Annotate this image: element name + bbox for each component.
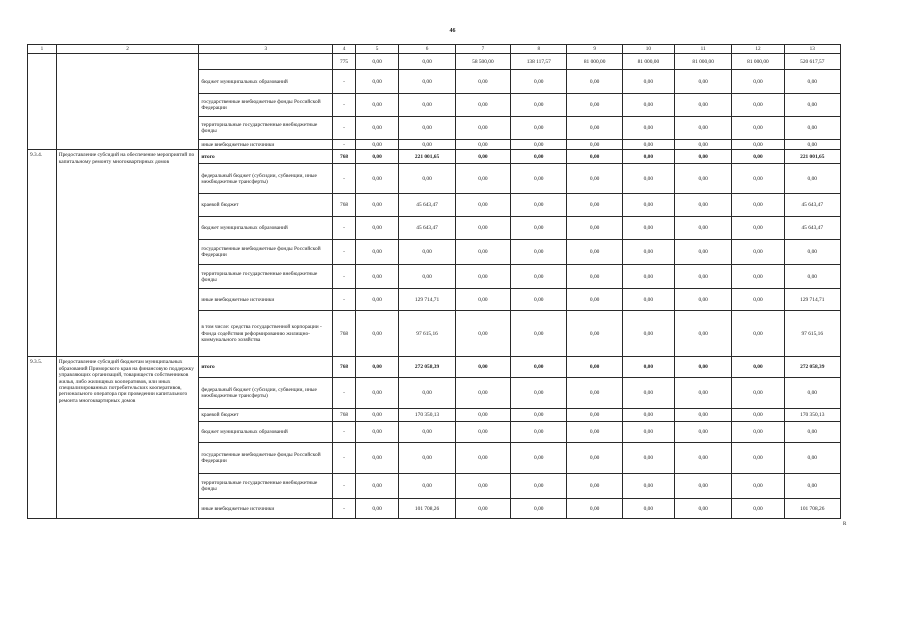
amount-cell: 0,00 [732,150,784,164]
amount-cell: 0,00 [399,443,455,474]
amount-cell: 0,00 [455,409,510,422]
funding-source: в том числе: средства государственной корпорации - Фонда содействия реформированию жилищно-коммунального хозяйства [199,311,333,357]
amount-cell: 0,00 [674,311,731,357]
funding-source: федеральный бюджет (субсидии, субвенции, иные межбюджетные трансферты) [199,164,333,194]
amount-cell: 0,00 [355,474,399,499]
amount-cell: 0,00 [622,499,674,519]
amount-cell: 0,00 [355,150,399,164]
amount-cell: 0,00 [567,409,622,422]
amount-cell: 0,00 [567,240,622,265]
amount-cell: 0,00 [567,70,622,94]
amount-cell: 0,00 [674,422,731,443]
funding-source: государственные внебюджетные фонды Российской Федерации [199,240,333,265]
amount-cell: 272 058,39 [784,357,840,378]
amount-cell: 0,00 [355,140,399,150]
amount-cell: 0,00 [511,240,567,265]
amount-cell: 0,00 [732,499,784,519]
margin-mark: R [843,522,847,527]
amount-cell: 0,00 [732,474,784,499]
amount-cell: 0,00 [355,422,399,443]
amount-cell: 0,00 [784,443,840,474]
amount-cell: 170 350,13 [784,409,840,422]
amount-cell: 0,00 [511,443,567,474]
amount-cell: 0,00 [355,378,399,409]
amount-cell: 0,00 [355,194,399,217]
amount-cell: 0,00 [622,443,674,474]
amount-cell: 0,00 [732,70,784,94]
column-number-header: 6 [399,45,455,54]
amount-cell: 0,00 [674,499,731,519]
amount-cell: 0,00 [622,150,674,164]
amount-cell: 0,00 [399,422,455,443]
budget-table [27,44,841,519]
amount-cell: 0,00 [732,443,784,474]
amount-cell: 0,00 [455,117,510,140]
funding-source: бюджет муниципальных образований [199,70,333,94]
amount-cell: 0,00 [399,265,455,289]
amount-cell: 221 001,65 [399,150,455,164]
amount-cell: 0,00 [784,94,840,117]
amount-cell: 0,00 [622,117,674,140]
amount-cell: 0,00 [455,140,510,150]
amount-cell: 0,00 [511,499,567,519]
item-number: 9.3.5. [28,357,57,519]
amount-cell: 0,00 [622,357,674,378]
amount-cell: 129 714,71 [784,289,840,311]
amount-cell: 0,00 [511,150,567,164]
budget-code: - [333,94,355,117]
amount-cell: 0,00 [455,378,510,409]
amount-cell: 0,00 [399,94,455,117]
amount-cell: 0,00 [567,117,622,140]
amount-cell: 0,00 [622,474,674,499]
column-number-header: 2 [56,45,199,54]
amount-cell: 0,00 [567,499,622,519]
funding-source: итого [199,150,333,164]
amount-cell: 0,00 [732,194,784,217]
amount-cell: 0,00 [355,217,399,240]
amount-cell: 0,00 [399,474,455,499]
amount-cell: 0,00 [455,240,510,265]
column-number-header: 1 [28,45,57,54]
amount-cell: 0,00 [567,94,622,117]
funding-source: иные внебюджетные источники [199,140,333,150]
column-number-header: 12 [732,45,784,54]
amount-cell: 0,00 [455,311,510,357]
item-number: 9.3.4. [28,150,57,357]
amount-cell: 0,00 [784,240,840,265]
amount-cell: 0,00 [622,70,674,94]
amount-cell: 0,00 [674,117,731,140]
amount-cell: 0,00 [567,217,622,240]
amount-cell: 0,00 [511,94,567,117]
funding-source: краевой бюджет [199,194,333,217]
funding-source: иные внебюджетные источники [199,289,333,311]
amount-cell: 0,00 [399,117,455,140]
amount-cell: 0,00 [784,140,840,150]
amount-cell: 520 617,57 [784,54,840,70]
amount-cell: 0,00 [511,164,567,194]
column-number-row [28,45,841,54]
amount-cell: 0,00 [399,240,455,265]
amount-cell: 0,00 [674,378,731,409]
column-number-header: 10 [622,45,674,54]
amount-cell: 129 714,71 [399,289,455,311]
amount-cell: 0,00 [622,311,674,357]
column-number-header: 7 [455,45,510,54]
amount-cell: 0,00 [674,357,731,378]
amount-cell: 0,00 [455,474,510,499]
measure-name: Предоставление субсидий на обеспечение мероприятий по капитальному ремонту многоквартирных домов [56,150,199,357]
amount-cell: 0,00 [567,265,622,289]
amount-cell: 0,00 [674,164,731,194]
amount-cell: 0,00 [455,357,510,378]
amount-cell: 0,00 [399,54,455,70]
amount-cell: 0,00 [511,194,567,217]
amount-cell: 0,00 [732,265,784,289]
amount-cell: 0,00 [732,240,784,265]
amount-cell: 0,00 [622,217,674,240]
amount-cell: 0,00 [511,422,567,443]
budget-code: - [333,443,355,474]
amount-cell: 0,00 [784,164,840,194]
amount-cell: 0,00 [622,164,674,194]
amount-cell: 97 615,16 [784,311,840,357]
budget-code: - [333,217,355,240]
amount-cell: 0,00 [511,357,567,378]
amount-cell: 0,00 [355,289,399,311]
amount-cell: 0,00 [399,140,455,150]
amount-cell: 0,00 [674,194,731,217]
funding-source: территориальные государственные внебюджетные фонды [199,474,333,499]
table-row [28,54,841,70]
amount-cell: 0,00 [511,265,567,289]
amount-cell: 0,00 [784,422,840,443]
amount-cell: 0,00 [622,240,674,265]
funding-source: федеральный бюджет (субсидии, субвенции, иные межбюджетные трансферты) [199,378,333,409]
amount-cell: 221 001,65 [784,150,840,164]
amount-cell: 0,00 [622,409,674,422]
amount-cell: 0,00 [732,117,784,140]
amount-cell: 0,00 [567,289,622,311]
amount-cell: 0,00 [455,94,510,117]
funding-source: территориальные государственные внебюджетные фонды [199,265,333,289]
funding-source [199,54,333,70]
column-number-header: 8 [511,45,567,54]
item-number [28,54,57,150]
amount-cell: 0,00 [674,140,731,150]
amount-cell: 0,00 [732,311,784,357]
budget-code: 768 [333,150,355,164]
amount-cell: 0,00 [399,70,455,94]
amount-cell: 0,00 [674,443,731,474]
amount-cell: 0,00 [355,117,399,140]
amount-cell: 0,00 [622,194,674,217]
amount-cell: 81 000,00 [622,54,674,70]
amount-cell: 0,00 [674,409,731,422]
amount-cell: 0,00 [732,422,784,443]
amount-cell: 0,00 [784,474,840,499]
budget-code: 768 [333,357,355,378]
amount-cell: 0,00 [567,422,622,443]
amount-cell: 0,00 [355,164,399,194]
column-number-header: 4 [333,45,355,54]
amount-cell: 0,00 [567,311,622,357]
funding-source: иные внебюджетные источники [199,499,333,519]
amount-cell: 0,00 [567,357,622,378]
amount-cell: 0,00 [674,94,731,117]
amount-cell: 0,00 [567,378,622,409]
amount-cell: 0,00 [674,240,731,265]
amount-cell: 81 000,00 [567,54,622,70]
page-number: 46 [449,28,456,34]
amount-cell: 0,00 [732,357,784,378]
amount-cell: 0,00 [399,378,455,409]
amount-cell: 0,00 [511,217,567,240]
budget-code: - [333,474,355,499]
budget-code: - [333,499,355,519]
amount-cell: 97 615,16 [399,311,455,357]
budget-code: 768 [333,194,355,217]
funding-source: территориальные государственные внебюджетные фонды [199,117,333,140]
budget-code: - [333,422,355,443]
amount-cell: 0,00 [355,409,399,422]
budget-code: - [333,164,355,194]
amount-cell: 0,00 [784,378,840,409]
funding-source: государственные внебюджетные фонды Российской Федерации [199,443,333,474]
amount-cell: 0,00 [732,289,784,311]
amount-cell: 0,00 [674,474,731,499]
budget-code: - [333,117,355,140]
funding-source: государственные внебюджетные фонды Российской Федерации [199,94,333,117]
amount-cell: 0,00 [355,265,399,289]
budget-code: - [333,378,355,409]
amount-cell: 0,00 [455,289,510,311]
amount-cell: 0,00 [455,499,510,519]
funding-source: краевой бюджет [199,409,333,422]
budget-code: - [333,140,355,150]
amount-cell: 0,00 [511,378,567,409]
amount-cell: 0,00 [732,140,784,150]
budget-code: - [333,240,355,265]
funding-source: бюджет муниципальных образований [199,422,333,443]
amount-cell: 0,00 [455,265,510,289]
funding-source: итого [199,357,333,378]
amount-cell: 0,00 [567,150,622,164]
amount-cell: 0,00 [455,443,510,474]
amount-cell: 0,00 [455,217,510,240]
amount-cell: 0,00 [567,474,622,499]
budget-code: - [333,289,355,311]
amount-cell: 138 117,57 [511,54,567,70]
amount-cell: 0,00 [732,217,784,240]
amount-cell: 0,00 [732,409,784,422]
amount-cell: 0,00 [674,289,731,311]
amount-cell: 0,00 [355,443,399,474]
amount-cell: 0,00 [567,164,622,194]
amount-cell: 0,00 [455,70,510,94]
amount-cell: 101 708,26 [399,499,455,519]
amount-cell: 81 000,00 [732,54,784,70]
amount-cell: 0,00 [674,217,731,240]
amount-cell: 0,00 [567,140,622,150]
amount-cell: 0,00 [455,194,510,217]
amount-cell: 0,00 [784,70,840,94]
amount-cell: 0,00 [511,70,567,94]
amount-cell: 0,00 [622,94,674,117]
amount-cell: 0,00 [674,265,731,289]
amount-cell: 0,00 [455,422,510,443]
amount-cell: 0,00 [355,311,399,357]
amount-cell: 0,00 [355,499,399,519]
amount-cell: 0,00 [455,150,510,164]
amount-cell: 0,00 [622,140,674,150]
amount-cell: 0,00 [674,150,731,164]
amount-cell: 45 643,47 [399,217,455,240]
amount-cell: 0,00 [511,289,567,311]
amount-cell: 0,00 [622,289,674,311]
amount-cell: 0,00 [784,117,840,140]
table-row [28,150,841,164]
budget-code: 768 [333,311,355,357]
amount-cell: 45 643,47 [784,217,840,240]
amount-cell: 0,00 [784,265,840,289]
budget-code: - [333,70,355,94]
amount-cell: 58 500,00 [455,54,510,70]
amount-cell: 0,00 [511,311,567,357]
funding-source: бюджет муниципальных образований [199,217,333,240]
amount-cell: 0,00 [732,378,784,409]
amount-cell: 272 058,39 [399,357,455,378]
budget-code: 775 [333,54,355,70]
amount-cell: 0,00 [355,70,399,94]
column-number-header: 5 [355,45,399,54]
amount-cell: 45 643,47 [399,194,455,217]
column-number-header: 13 [784,45,840,54]
budget-code: - [333,265,355,289]
column-number-header: 11 [674,45,731,54]
amount-cell: 81 000,00 [674,54,731,70]
amount-cell: 101 708,26 [784,499,840,519]
amount-cell: 0,00 [355,54,399,70]
amount-cell: 0,00 [732,164,784,194]
amount-cell: 0,00 [732,94,784,117]
column-number-header: 9 [567,45,622,54]
amount-cell: 0,00 [622,422,674,443]
amount-cell: 0,00 [355,357,399,378]
amount-cell: 170 350,13 [399,409,455,422]
table-row [28,357,841,378]
amount-cell: 0,00 [455,164,510,194]
amount-cell: 0,00 [622,265,674,289]
measure-name [56,54,199,150]
amount-cell: 45 643,47 [784,194,840,217]
amount-cell: 0,00 [511,474,567,499]
amount-cell: 0,00 [355,240,399,265]
amount-cell: 0,00 [511,117,567,140]
budget-code: 768 [333,409,355,422]
amount-cell: 0,00 [674,70,731,94]
amount-cell: 0,00 [355,94,399,117]
amount-cell: 0,00 [567,194,622,217]
amount-cell: 0,00 [511,409,567,422]
column-number-header: 3 [199,45,333,54]
amount-cell: 0,00 [567,443,622,474]
amount-cell: 0,00 [622,378,674,409]
measure-name: Предоставление субсидий бюджетам муниципальных образований Приморского края на финансовую поддержку управляющих организаций, товариществ собственников жилья, либо жилищных кооперативов, или иных специализированных потребительских кооперативов, регионального оператора при проведении капитального ремонта многоквартирных домов [56,357,199,519]
amount-cell: 0,00 [511,140,567,150]
amount-cell: 0,00 [399,164,455,194]
